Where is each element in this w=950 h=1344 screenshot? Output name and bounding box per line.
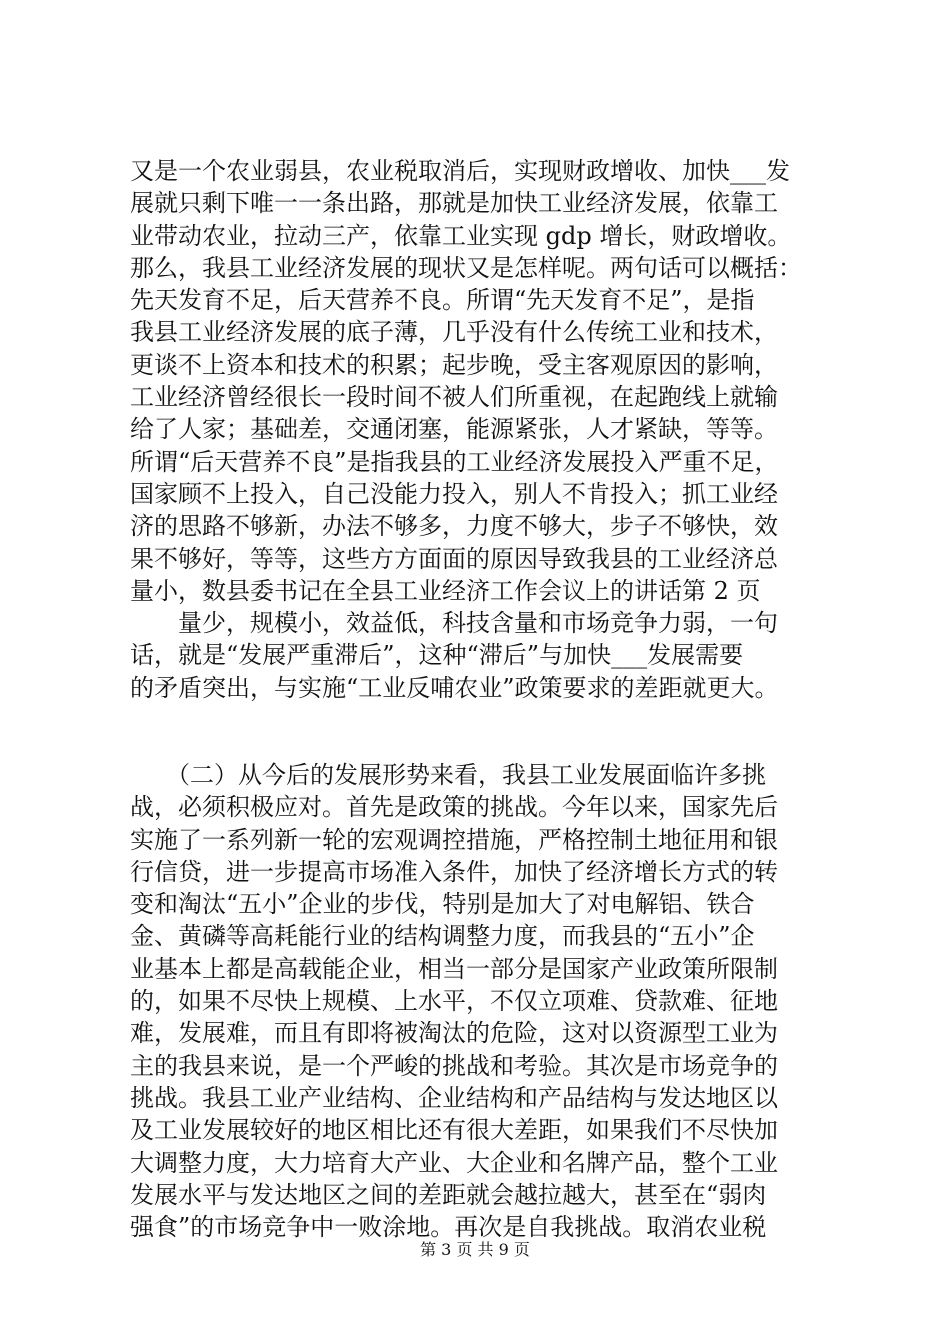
text-line: 实施了一系列新一轮的宏观调控措施，严格控制土地征用和银 <box>130 825 778 854</box>
text-line: 金、黄磷等高耗能行业的结构调整力度，而我县的“五小”企 <box>130 922 755 951</box>
text-line: 量少，规模小，效益低，科技含量和市场竞争力弱，一句 <box>130 609 778 638</box>
text-line: 又是一个农业弱县，农业税取消后，实现财政增收、加快___发 <box>130 157 790 185</box>
text-line: 强食”的市场竞争中一败涂地。再次是自我挑战。取消农业税 <box>130 1213 767 1242</box>
text-line: 业基本上都是高载能企业，相当一部分是国家产业政策所限制 <box>130 954 778 983</box>
page-footer: 第 3 页 共 9 页 <box>420 1240 530 1259</box>
text-line: 先天发育不足，后天营养不良。所谓“先天发育不足”，是指 <box>130 286 755 315</box>
text-line: 战，必须积极应对。首先是政策的挑战。今年以来，国家先后 <box>130 793 778 822</box>
text-line: 更谈不上资本和技术的积累；起步晚，受主客观原因的影响， <box>130 350 778 379</box>
text-line: 大调整力度，大力培育大产业、大企业和名牌产品，整个工业 <box>130 1148 778 1177</box>
text-line: 发展水平与发达地区之间的差距就会越拉越大，甚至在“弱肉 <box>130 1180 767 1209</box>
text-line: 变和淘汰“五小”企业的步伐，特别是加大了对电解铝、铁合 <box>130 890 755 919</box>
text-line: 那么，我县工业经济发展的现状又是怎样呢。两句话可以概括： <box>130 253 802 282</box>
text-line: 果不够好，等等，这些方方面面的原因导致我县的工业经济总 <box>130 544 778 573</box>
text-line: 量小，数县委书记在全县工业经济工作会议上的讲话第 2 页 <box>130 576 761 605</box>
paragraph-2 <box>130 759 830 1243</box>
text-line: 我县工业经济发展的底子薄，几乎没有什么传统工业和技术， <box>130 318 778 347</box>
text-line: 工业经济曾经很长一段时间不被人们所重视，在起跑线上就输 <box>130 383 778 412</box>
text-line: 展就只剩下唯一一条出路，那就是加快工业经济发展，依靠工 <box>130 189 778 218</box>
text-line: 所谓“后天营养不良”是指我县的工业经济发展投入严重不足， <box>130 447 779 476</box>
text-line: 业带动农业，拉动三产，依靠工业实现 gdp 增长，财政增收。 <box>130 221 792 250</box>
text-line: 的矛盾突出，与实施“工业反哺农业”政策要求的差距就更大。 <box>130 673 779 702</box>
text-line: 行信贷，进一步提高市场准入条件，加快了经济增长方式的转 <box>130 857 778 886</box>
text-line: 的，如果不尽快上规模、上水平，不仅立项难、贷款难、征地 <box>130 987 778 1016</box>
text-line: 国家顾不上投入，自己没能力投入，别人不肯投入；抓工业经 <box>130 479 778 508</box>
paragraph-1 <box>130 155 830 704</box>
text-line: 难，发展难，而且有即将被淘汰的危险，这对以资源型工业为 <box>130 1019 778 1048</box>
text-line: 挑战。我县工业产业结构、企业结构和产品结构与发达地区以 <box>130 1083 778 1112</box>
text-line: 主的我县来说，是一个严峻的挑战和考验。其次是市场竞争的 <box>130 1051 778 1080</box>
text-line: 给了人家；基础差，交通闭塞，能源紧张，人才紧缺，等等。 <box>130 415 778 444</box>
text-line: 济的思路不够新，办法不够多，力度不够大，步子不够快，效 <box>130 512 778 541</box>
text-line: 及工业发展较好的地区相比还有很大差距，如果我们不尽快加 <box>130 1116 778 1145</box>
text-line: （二）从今后的发展形势来看，我县工业发展面临许多挑 <box>130 761 766 789</box>
text-line: 话，就是“发展严重滞后”，这种“滞后”与加快___发展需要 <box>130 641 744 670</box>
